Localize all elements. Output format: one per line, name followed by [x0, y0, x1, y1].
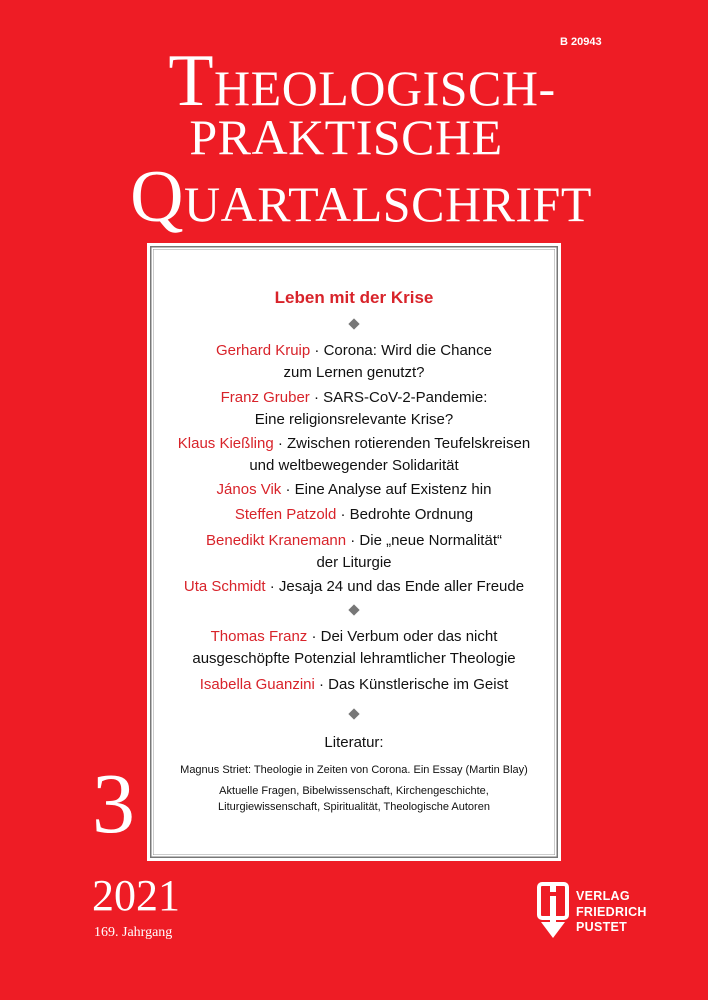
title-line-1: THEOLOGISCH- [168, 40, 556, 122]
article-entry: Gerhard Kruip · Corona: Wird die Chance zum Lernen genutzt? [216, 342, 492, 381]
issn-code: B 20943 [560, 36, 602, 48]
article-entry: János Vik · Eine Analyse auf Existenz hin [216, 481, 492, 498]
article-entry: Klaus Kießling · Zwischen rotierenden Teufelskreisen und weltbewegender Solidarität [177, 435, 531, 474]
issue-number: 3 [92, 755, 135, 851]
diamond-divider-2 [348, 604, 359, 615]
diamond-divider-3 [348, 708, 359, 719]
title-line-3: QUARTALSCHRIFT [130, 156, 592, 238]
literatur-line: Magnus Striet: Theologie in Zeiten von Corona. Ein Essay (Martin Blay) [180, 764, 528, 776]
issue-year: 2021 [92, 871, 180, 920]
volume-label: 169. Jahrgang [94, 925, 173, 940]
publisher-logo-icon [535, 882, 571, 940]
contents-heading: Leben mit der Krise [274, 288, 434, 307]
contents-box [150, 246, 558, 858]
article-entry: Isabella Guanzini · Das Künstlerische im Geist [199, 676, 509, 693]
literatur-line: Aktuelle Fragen, Bibelwissenschaft, Kirchengeschichte, [219, 785, 489, 797]
article-entry: Uta Schmidt · Jesaja 24 und das Ende aller Freude [183, 578, 525, 595]
publisher-name: VERLAG FRIEDRICH PUSTET [576, 889, 647, 934]
title-line-2: PRAKTISCHE [189, 109, 503, 165]
article-entry: Franz Gruber · SARS-CoV-2-Pandemie: Eine religionsrelevante Krise? [220, 389, 488, 428]
diamond-divider-1 [348, 318, 359, 329]
literatur-line: Liturgiewissenschaft, Spiritualität, Theologische Autoren [218, 801, 490, 813]
literatur-heading: Literatur: [324, 734, 384, 751]
article-entry: Steffen Patzold · Bedrohte Ordnung [234, 506, 474, 523]
article-entry: Thomas Franz · Dei Verbum oder das nicht ausgeschöpfte Potenzial lehramtlicher Theologie [192, 628, 516, 667]
article-entry: Benedikt Kranemann · Die „neue Normalität“ der Liturgie [206, 532, 502, 571]
